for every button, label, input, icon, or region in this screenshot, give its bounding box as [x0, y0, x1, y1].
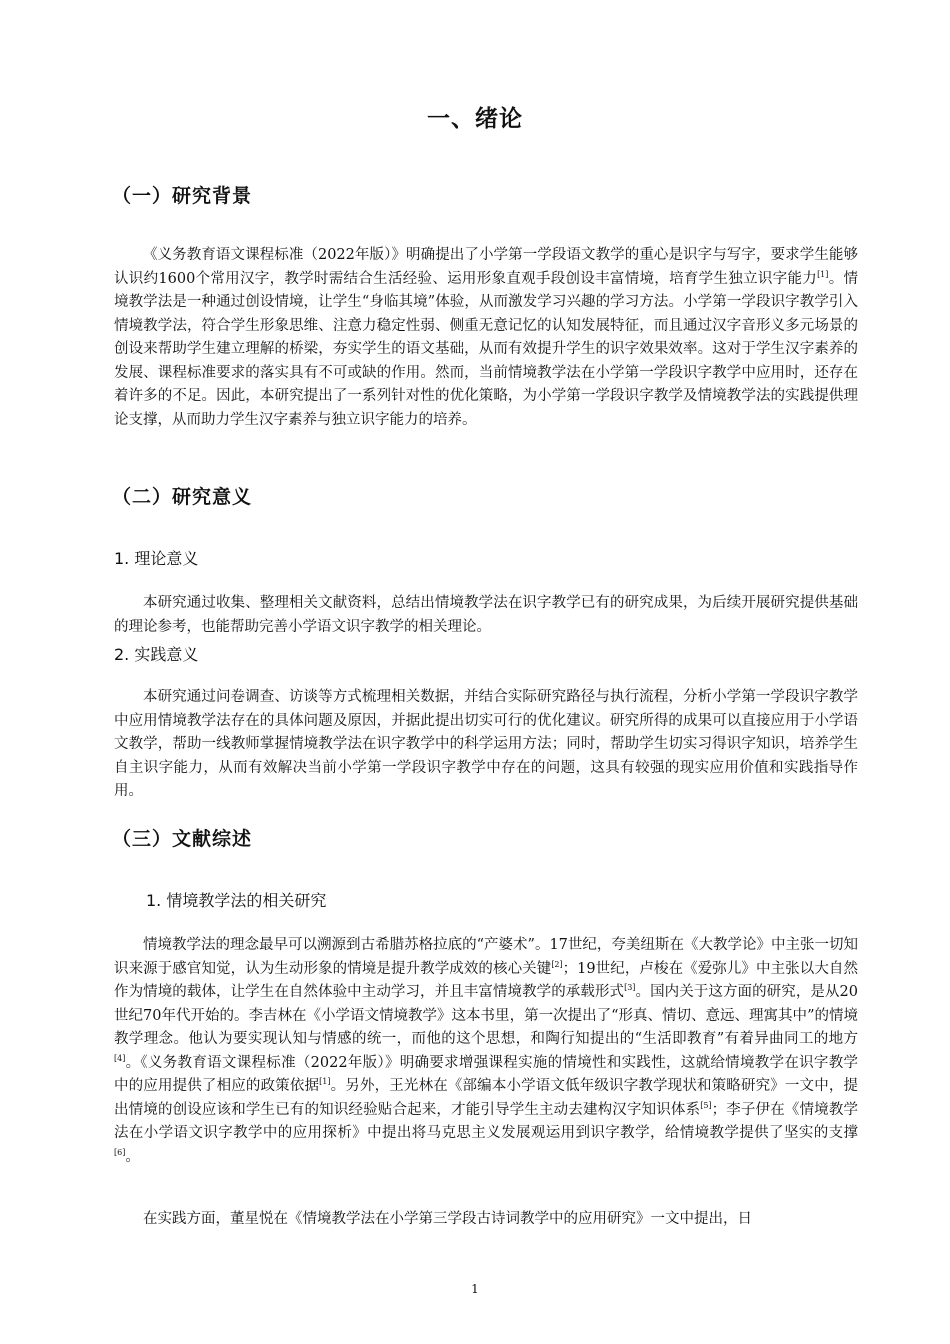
paragraph-review-2: 在实践方面，董星悦在《情境教学法在小学第三学段古诗词教学中的应用研究》一文中提出，日 [143, 1211, 752, 1227]
citation-marker: [5] [700, 1100, 712, 1110]
citation-marker: [4] [114, 1053, 126, 1063]
citation-marker: [1] [817, 269, 829, 279]
subsection-title-situational-teaching: 1. 情境教学法的相关研究 [146, 891, 327, 910]
citation-marker: [1] [319, 1077, 331, 1087]
citation-marker: [2] [551, 959, 563, 969]
citation-marker: [6] [114, 1147, 126, 1157]
chapter-title: 一、绪论 [427, 106, 523, 132]
paragraph-review-1: 情境教学法的理念最早可以溯源到古希腊苏格拉底的“产婆术”。17世纪，夸美纽斯在《大教学论》中主张一切知识来源于感官知觉，认为生动形象的情境是提升教学成效的核心关键[2]；19世纪，卢梭在《爱弥儿》中主张以大自然作为情境的载体，让学生在自然体验中主动学习，并且丰富情境教学的承载形式[3]。国内关于这方面的研究，是从20世纪70年代开始的。李吉林在《小学语文情境教学》这本书里，第一次提出了“形真、情切、意远、理寓其中”的情境教学理念。他认为要实现认知与情感的统一，而他的这个思想，和陶行知提出的“生活即教育”有着异曲同工的地方[4]。《义务教育语文课程标准（2022年版）》明确要求增强课程实施的情境性和实践性，这就给情境教学在识字教学中的应用提供了相应的政策依据[1]。另外，王光林在《部编本小学语文低年级识字教学现状和策略研究》一文中，提出情境的创设应该和学生已有的知识经验贴合起来，才能引导学生主动去建构汉字知识体系[5]；李子伊在《情境教学法在小学语文识字教学中的应用探析》中提出将马克思主义发展观运用到识字教学，给情境教学提供了坚实的支撑[6]。 [114, 937, 859, 1165]
section-title-significance: （二）研究意义 [112, 486, 253, 508]
section-title-review: （三）文献综述 [112, 828, 253, 850]
subsection-title-theory: 1. 理论意义 [114, 549, 199, 568]
paragraph-theory: 本研究通过收集、整理相关文献资料，总结出情境教学法在识字教学已有的研究成果，为后续开展研究提供基础的理论参考，也能帮助完善小学语文识字教学的相关理论。 [114, 595, 858, 635]
section-title-background: （一）研究背景 [112, 185, 253, 207]
citation-marker: [3] [624, 983, 636, 993]
subsection-title-practice: 2. 实践意义 [114, 645, 199, 664]
page-number: 1 [471, 1282, 479, 1296]
paragraph-practice: 本研究通过问卷调查、访谈等方式梳理相关数据，并结合实际研究路径与执行流程，分析小学第一学段识字教学中应用情境教学法存在的具体问题及原因，并据此提出切实可行的优化建议。研究所得的成果可以直接应用于小学语文教学，帮助一线教师掌握情境教学法在识字教学中的科学运用方法；同时，帮助学生切实习得识字知识，培养学生自主识字能力，从而有效解决当前小学第一学段识字教学中存在的问题，这具有较强的现实应用价值和实践指导作用。 [114, 689, 858, 799]
paragraph-background: 《义务教育语文课程标准（2022年版）》明确提出了小学第一学段语文教学的重心是识字与写字，要求学生能够认识约1600个常用汉字，教学时需结合生活经验、运用形象直观手段创设丰富情境，培育学生独立识字能力[1]。情境教学法是一种通过创设情境，让学生“身临其境”体验，从而激发学习兴趣的学习方法。小学第一学段识字教学引入情境教学法，符合学生形象思维、注意力稳定性弱、侧重无意记忆的认知发展特征，而且通过汉字音形义多元场景的创设来帮助学生建立理解的桥梁，夯实学生的语文基础，从而有效提升学生的识字效果效率。这对于学生汉字素养的发展、课程标准要求的落实具有不可或缺的作用。然而，当前情境教学法在小学第一学段识字教学中应用时，还存在着许多的不足。因此，本研究提出了一系列针对性的优化策略，为小学第一学段识字教学及情境教学法的实践提供理论支撑，从而助力学生汉字素养与独立识字能力的培养。 [114, 247, 858, 428]
